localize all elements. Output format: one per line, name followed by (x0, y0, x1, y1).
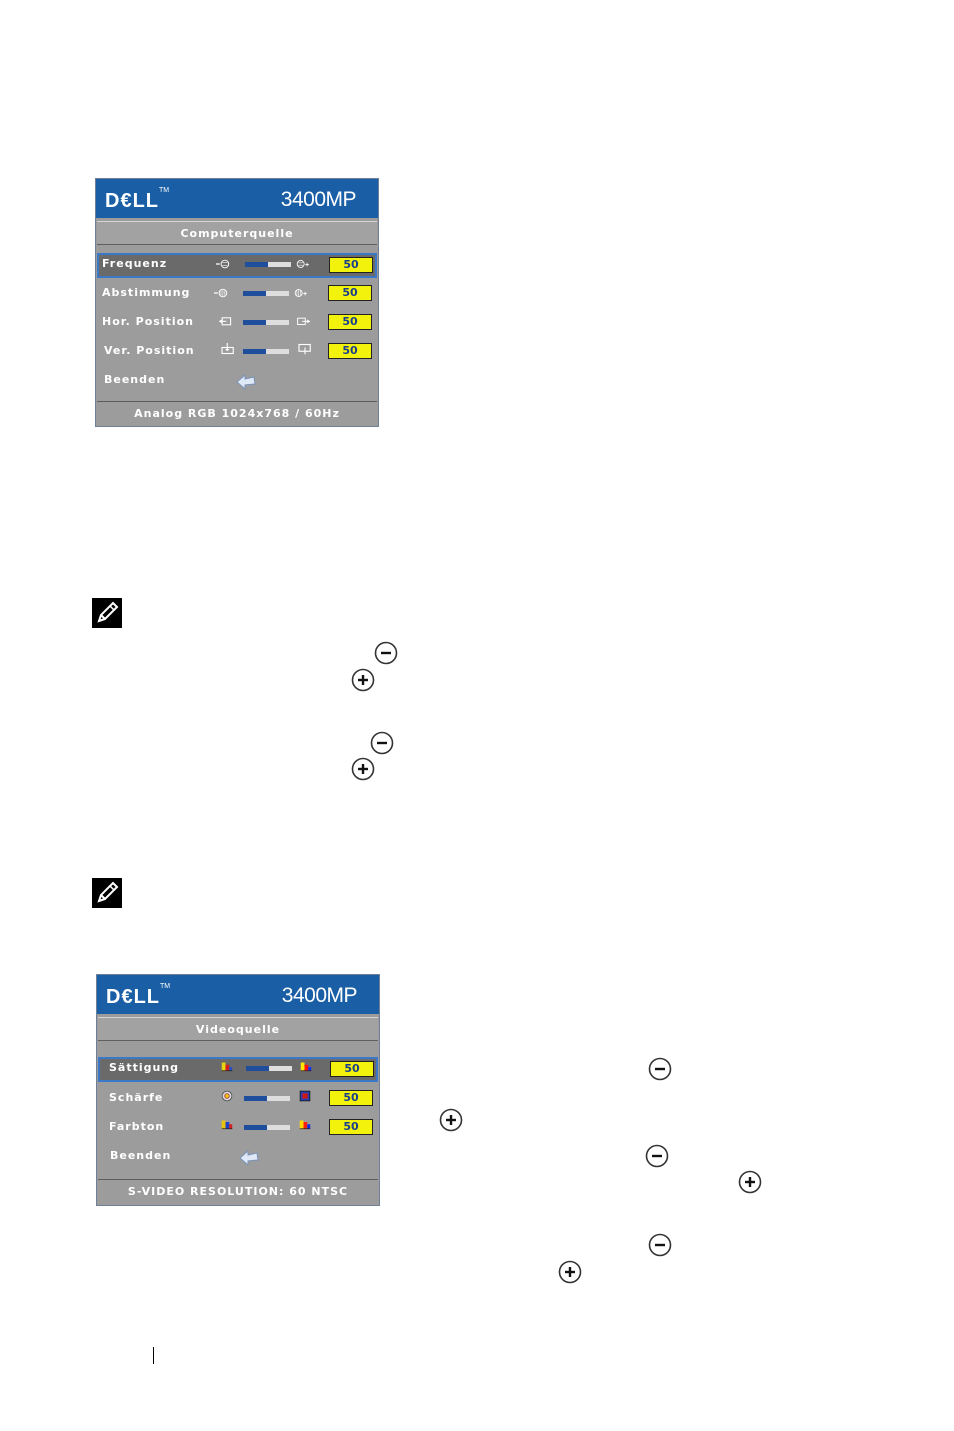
horizontal-position-slider[interactable] (243, 320, 289, 325)
minus-circle-icon (648, 1233, 672, 1257)
pencil-note-icon (92, 598, 122, 628)
menu-item-schaerfe[interactable] (98, 1087, 378, 1112)
plus-circle-icon (351, 668, 375, 692)
saturation-high-icon (299, 1061, 313, 1073)
value-box: 50 (328, 343, 372, 359)
slider-fill (243, 291, 266, 296)
value-box: 50 (329, 257, 373, 273)
slider-fill (245, 262, 268, 267)
menu-title: Computerquelle (97, 221, 377, 245)
minus-circle-icon (645, 1144, 669, 1168)
saturation-slider[interactable] (246, 1066, 292, 1071)
horizontal-right-icon (297, 316, 311, 328)
slider-fill (243, 349, 266, 354)
menu-item-beenden[interactable] (97, 369, 377, 394)
tint-low-icon (220, 1119, 234, 1131)
plus-circle-icon (439, 1108, 463, 1132)
menu-item-frequenz[interactable] (97, 253, 377, 278)
tracking-increase-icon (294, 287, 308, 299)
menu-item-saettigung[interactable] (98, 1057, 378, 1082)
menu-item-label: Sättigung (109, 1061, 180, 1074)
menu-item-farbton[interactable] (98, 1116, 378, 1141)
vertical-up-icon (298, 343, 312, 355)
frequency-slider[interactable] (245, 262, 291, 267)
page-divider (153, 1347, 154, 1364)
plus-circle-icon (351, 757, 375, 781)
osd-header (96, 179, 378, 218)
tracking-decrease-icon (214, 287, 228, 299)
computer-source-osd (95, 178, 379, 427)
slider-fill (246, 1066, 269, 1071)
tint-high-icon (298, 1119, 312, 1131)
frequency-decrease-icon (216, 258, 230, 270)
model-name: 3400MP (281, 984, 357, 1007)
plus-circle-icon (558, 1260, 582, 1284)
menu-title: Videoquelle (98, 1017, 378, 1041)
menu-item-label: Farbton (109, 1120, 165, 1133)
value-box: 50 (330, 1061, 374, 1077)
menu-item-label: Hor. Position (102, 315, 194, 328)
horizontal-left-icon (218, 316, 232, 328)
slider-fill (244, 1125, 267, 1130)
menu-item-label: Beenden (104, 373, 166, 386)
video-source-osd (96, 974, 380, 1206)
menu-item-label: Abstimmung (102, 286, 191, 299)
vertical-down-icon (221, 343, 235, 355)
minus-circle-icon (648, 1057, 672, 1081)
menu-item-abstimmung[interactable] (97, 282, 377, 307)
saturation-low-icon (220, 1061, 234, 1073)
sharpness-low-icon (220, 1090, 234, 1102)
tracking-slider[interactable] (243, 291, 289, 296)
menu-item-hor-position[interactable] (97, 311, 377, 336)
value-box: 50 (329, 1119, 373, 1135)
value-box: 50 (328, 285, 372, 301)
menu-item-label: Frequenz (102, 257, 168, 270)
minus-circle-icon (370, 731, 394, 755)
exit-arrow-icon (235, 372, 257, 390)
pencil-note-icon (92, 878, 122, 908)
dell-logo: D€LL™ (105, 187, 170, 212)
minus-circle-icon (374, 641, 398, 665)
osd-footer: Analog RGB 1024x768 / 60Hz (97, 401, 377, 425)
exit-arrow-icon (238, 1148, 260, 1166)
osd-header (97, 975, 379, 1014)
menu-item-label: Beenden (110, 1149, 172, 1162)
menu-item-label: Schärfe (109, 1091, 164, 1104)
vertical-position-slider[interactable] (243, 349, 289, 354)
slider-fill (244, 1096, 267, 1101)
model-name: 3400MP (280, 188, 356, 211)
menu-item-ver-position[interactable] (97, 340, 377, 365)
plus-circle-icon (738, 1170, 762, 1194)
dell-logo: D€LL™ (106, 983, 171, 1008)
frequency-increase-icon (296, 258, 310, 270)
osd-footer: S-VIDEO RESOLUTION: 60 NTSC (98, 1179, 378, 1203)
sharpness-slider[interactable] (244, 1096, 290, 1101)
menu-item-label: Ver. Position (104, 344, 195, 357)
menu-item-beenden[interactable] (98, 1145, 378, 1170)
tint-slider[interactable] (244, 1125, 290, 1130)
sharpness-high-icon (298, 1090, 312, 1102)
value-box: 50 (328, 314, 372, 330)
value-box: 50 (329, 1090, 373, 1106)
slider-fill (243, 320, 266, 325)
